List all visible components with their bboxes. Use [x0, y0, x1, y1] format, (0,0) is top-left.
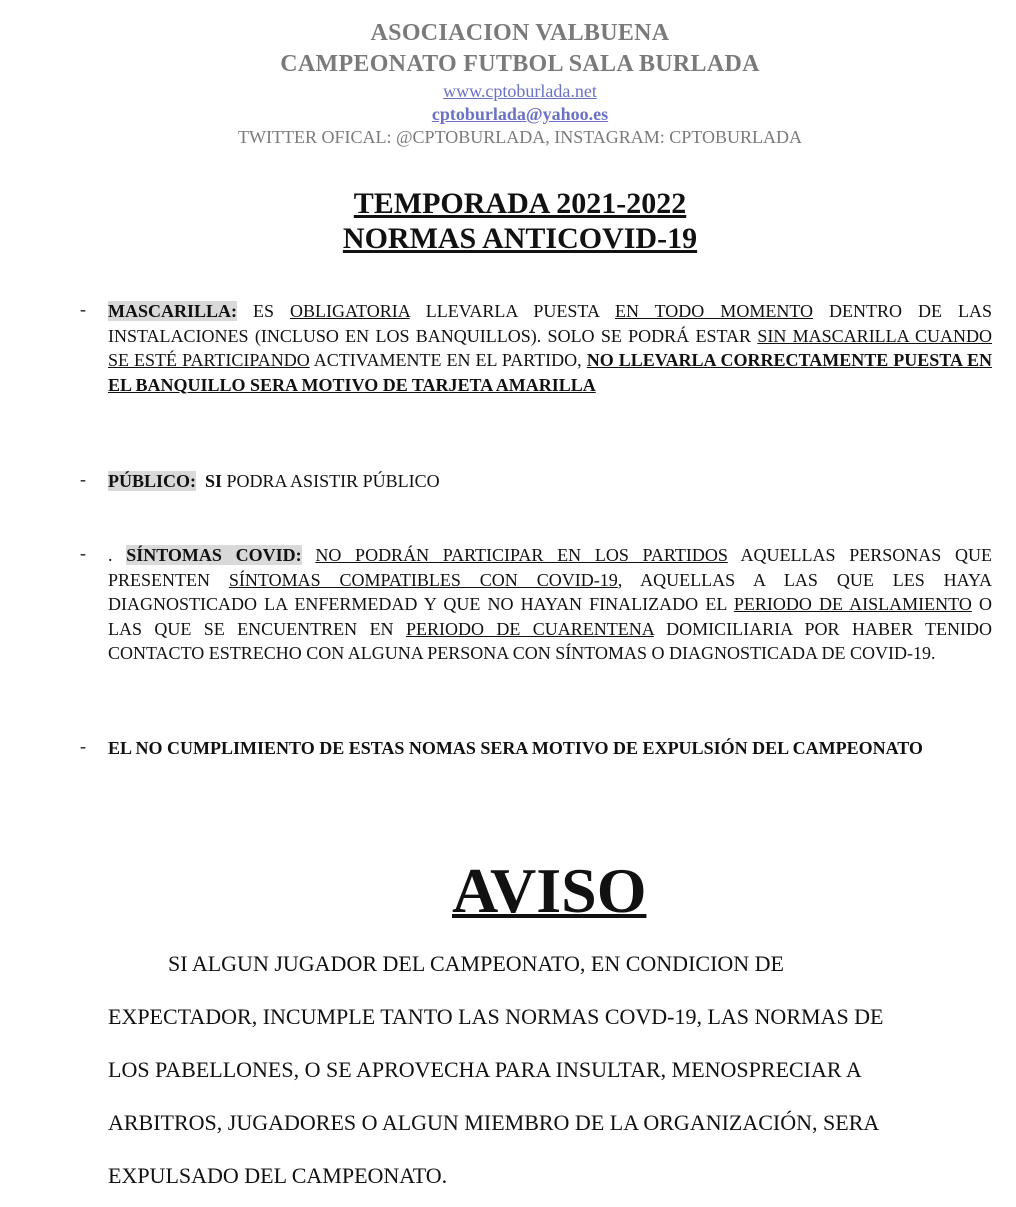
rule-text	[302, 545, 316, 565]
bullet-dash: -	[80, 543, 86, 563]
rule-text: LLEVARLA PUESTA	[409, 301, 615, 321]
notice-line: SI ALGUN JUGADOR DEL CAMPEONATO, EN CONDICION DE	[168, 951, 784, 976]
rule-text: ES	[237, 301, 291, 321]
rule-text: DOMICILIARIA POR HABER TENIDO CONTACTO ESTRECHO CON ALGUNA PERSONA CON SÍNTOMAS O DIAGNOSTICADA DE COVID-19.	[108, 618, 993, 663]
rule-text: , AQUELLAS A LAS QUE LES HAYA DIAGNOSTICADO LA ENFERMEDAD Y QUE NO HAYAN FINALIZADO EL	[108, 569, 992, 614]
aviso-title: AVISO	[452, 855, 647, 926]
notice-line: LOS PABELLONES, O SE APROVECHA PARA INSULTAR, MENOSPRECIAR A	[108, 1057, 862, 1082]
season-title: TEMPORADA 2021-2022	[353, 187, 687, 220]
rule-underlined: PERIODO DE CUARENTENA	[405, 618, 654, 639]
rule-underlined: PERIODO DE AISLAMIENTO	[733, 594, 972, 614]
rule-text: DENTRO DE LAS INSTALACIONES (INCLUSO EN LOS BANQUILLOS). SOLO SE PODRÁ ESTAR	[108, 301, 992, 346]
rule-underlined: OBLIGATORIA	[290, 301, 410, 321]
notice-line: EXPECTADOR, INCUMPLE TANTO LAS NORMAS COVD-19, LAS NORMAS DE	[108, 1004, 884, 1029]
rule-mask-text	[108, 299, 992, 397]
email-link[interactable]: cptoburlada@yahoo.es	[431, 104, 609, 124]
rule-text: PODRA ASISTIR PÚBLICO	[222, 471, 440, 491]
aviso-notice	[108, 942, 996, 1207]
document-header	[0, 18, 1016, 148]
rule-public-text	[108, 469, 992, 494]
rule-text: O LAS QUE SE ENCUENTREN EN	[108, 594, 992, 639]
notice-line: ARBITROS, JUGADORES O ALGUN MIEMBRO DE LA ORGANIZACIÓN, SERA	[108, 1110, 880, 1135]
rule-warning: NO LLEVARLA CORRECTAMENTE PUESTA EN EL BANQUILLO SERA MOTIVO DE TARJETA AMARILLA	[108, 350, 992, 395]
rule-underlined: SIN MASCARILLA CUANDO SE ESTÉ PARTICIPANDO	[108, 325, 992, 370]
rule-label: PÚBLICO:	[108, 471, 197, 491]
rule-symptoms-text	[108, 543, 992, 666]
championship-name: CAMPEONATO FUTBOL SALA BURLADA	[280, 51, 760, 77]
bullet-dash: -	[80, 736, 86, 756]
notice-line: EXPULSADO DEL CAMPEONATO.	[108, 1163, 448, 1188]
rule-symptoms	[80, 543, 992, 666]
rule-bold: SI	[205, 471, 223, 491]
rule-text: ACTIVAMENTE EN EL PARTIDO,	[309, 350, 587, 370]
season-subtitle: NORMAS ANTICOVID-19	[342, 222, 698, 255]
rule-label: MASCARILLA:	[108, 301, 238, 321]
rule-label: SÍNTOMAS COVID:	[126, 545, 302, 565]
org-name: ASOCIACION VALBUENA	[370, 20, 670, 46]
rule-underlined: NO PODRÁN PARTICIPAR EN LOS PARTIDOS	[315, 545, 728, 565]
rule-underlined: EN TODO MOMENTO	[614, 301, 813, 321]
rule-mask	[80, 299, 992, 397]
rule-public	[80, 469, 992, 494]
rule-underlined: SÍNTOMAS COMPATIBLES CON COVID-19	[228, 569, 618, 590]
bullet-dash: -	[80, 469, 86, 489]
rule-text: AQUELLAS PERSONAS QUE PRESENTEN	[108, 545, 992, 590]
rule-expulsion	[80, 736, 992, 761]
social-handles: TWITTER OFICAL: @CPTOBURLADA, INSTAGRAM: CPTOBURLADA	[238, 127, 802, 147]
rule-text	[196, 471, 205, 491]
rule-prefix: .	[108, 545, 127, 565]
season-heading	[0, 186, 1016, 256]
bullet-dash: -	[80, 299, 86, 319]
website-link[interactable]: www.cptoburlada.net	[443, 81, 597, 101]
rule-expulsion-text: EL NO CUMPLIMIENTO DE ESTAS NOMAS SERA MOTIVO DE EXPULSIÓN DEL CAMPEONATO	[108, 738, 923, 758]
